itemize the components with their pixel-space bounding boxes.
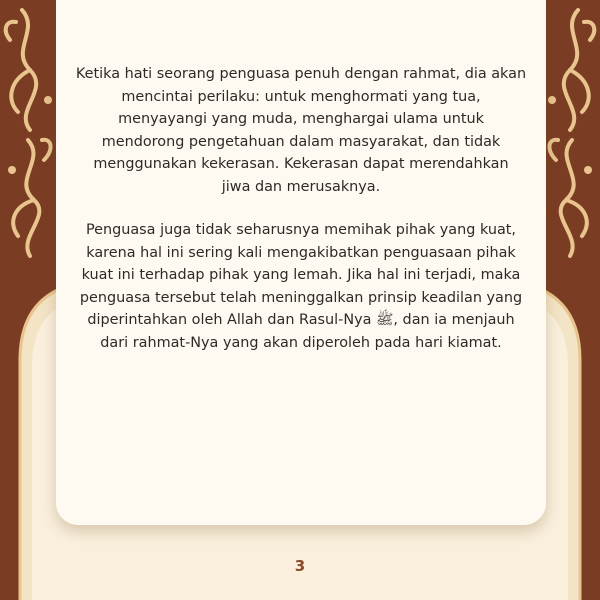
paragraph-2: Penguasa juga tidak seharusnya memihak pihak yang kuat, karena hal ini sering kali mengakibatkan penguasaan pihak kuat ini terhadap pihak yang lemah. Jika hal ini terjadi, maka penguasa tersebut telah meninggalkan prinsip keadilan yang diperintahkan oleh Allah dan Rasul-Nya ﷺ, dan ia menjauh dari rahmat-Nya yang akan diperoleh pada hari kiamat. (79, 222, 523, 351)
content-card (56, 0, 546, 525)
page-number: 3 (294, 557, 306, 575)
paragraph-1: Ketika hati seorang penguasa penuh dengan rahmat, dia akan mencintai perilaku: untuk menghormati yang tua, menyayangi yang muda, menghargai ulama untuk mendorong pengetahuan dalam masyarakat, dan tidak menggunakan kekerasan. Kekerasan dapat merendahkan jiwa dan merusaknya. (75, 66, 527, 195)
